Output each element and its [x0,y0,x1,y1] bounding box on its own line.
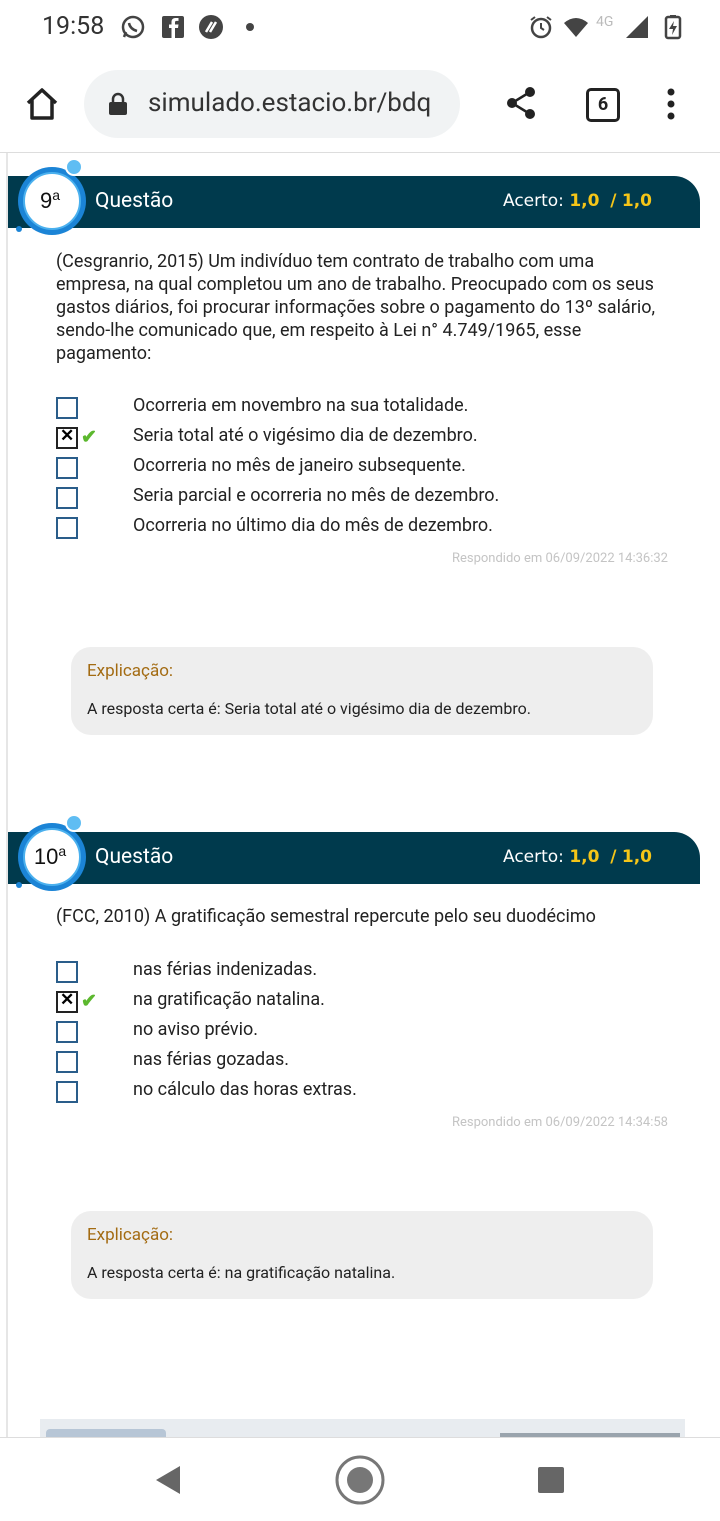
explanation-box [71,1211,653,1299]
svg-text:10a: 10$^a$ [33,843,67,869]
checkbox[interactable] [56,427,78,449]
answered-timestamp: Respondido em 06/09/2022 14:34:58 [451,1115,668,1130]
checkbox[interactable] [56,1081,78,1103]
whatsapp-icon [120,14,146,40]
question-number-badge [12,153,96,237]
answer-option[interactable]: Seria parcial e ocorreria no mês de dezembro. [56,483,676,513]
question-text: (FCC, 2010) A gratificação semestral repercute pelo seu duodécimo [56,906,596,927]
page-content [6,153,720,1437]
back-icon[interactable] [152,1464,182,1496]
checkbox[interactable] [56,487,78,509]
battery-charging-icon [660,14,686,40]
answer-option[interactable]: no cálculo das horas extras. [56,1077,676,1107]
question-number-badge [12,809,96,893]
checkbox[interactable] [56,457,78,479]
lock-icon [108,92,128,116]
url-text: simulado.estacio.br/bdq [148,88,432,118]
checkbox[interactable] [56,1051,78,1073]
explanation-text: A resposta certa é: na gratificação natalina. [87,1263,396,1282]
svg-text:9a: 9$^a$ [39,187,61,213]
answer-option[interactable]: ✕ ✔ Seria total até o vigésimo dia de dezembro. [56,423,676,453]
question-text: (Cesgranrio, 2015) Um indivíduo tem contrato de trabalho com uma empresa, na qual completou um ano de trabalho. Preocupado com os seus gastos diários, foi procurar informações sobre o pagamento do 13º salário, sendo-lhe comunicado que, em respeito à Lei n° 4.749/1965, esse pagamento: [56,251,656,364]
answer-option[interactable]: Ocorreria no mês de janeiro subsequente. [56,453,676,483]
home-circle-icon[interactable] [334,1454,386,1506]
footer-logo-icon [40,1419,685,1437]
answer-option[interactable]: Ocorreria em novembro na sua totalidade. [56,393,676,423]
alarm-icon [528,14,554,40]
recents-icon[interactable] [537,1466,565,1494]
question-header [8,832,700,884]
network-type: 4G [596,14,614,30]
correct-check-icon: ✔ [81,425,97,448]
answer-option[interactable]: ✕ ✔ na gratificação natalina. [56,987,676,1017]
answer-option[interactable]: Ocorreria no último dia do mês de dezembro. [56,513,676,543]
wifi-icon [563,14,589,40]
answer-option[interactable]: no aviso prévio. [56,1017,676,1047]
question-header [8,176,700,228]
system-navigation-bar [0,1437,720,1521]
signal-icon [624,14,650,40]
status-time: 19:58 [42,12,105,41]
app-icon [198,14,224,40]
answer-option[interactable]: nas férias gozadas. [56,1047,676,1077]
browser-toolbar [0,56,720,153]
checkbox[interactable] [56,397,78,419]
score: Acerto: 1,0 / 1,0 [502,191,652,211]
tab-switcher-button[interactable]: 6 [586,88,620,122]
score: Acerto: 1,0 / 1,0 [502,847,652,867]
checkbox[interactable] [56,1021,78,1043]
home-icon[interactable] [24,86,60,122]
explanation-title: Explicação: [87,661,174,681]
address-bar[interactable] [84,70,460,138]
explanation-title: Explicação: [87,1225,174,1245]
checkbox[interactable] [56,517,78,539]
question-title: Questão [95,845,174,869]
question-title: Questão [95,189,174,213]
explanation-text: A resposta certa é: Seria total até o vigésimo dia de dezembro. [87,699,531,718]
facebook-icon [160,14,186,40]
status-bar [0,0,720,56]
checkbox[interactable] [56,961,78,983]
share-icon[interactable] [505,86,537,120]
answered-timestamp: Respondido em 06/09/2022 14:36:32 [451,551,668,566]
checkbox[interactable] [56,991,78,1013]
footer-banner [40,1419,685,1437]
answer-option[interactable]: nas férias indenizadas. [56,957,676,987]
dot-icon [240,14,266,40]
more-icon[interactable] [664,88,678,122]
correct-check-icon: ✔ [81,989,97,1012]
explanation-box [71,647,653,735]
